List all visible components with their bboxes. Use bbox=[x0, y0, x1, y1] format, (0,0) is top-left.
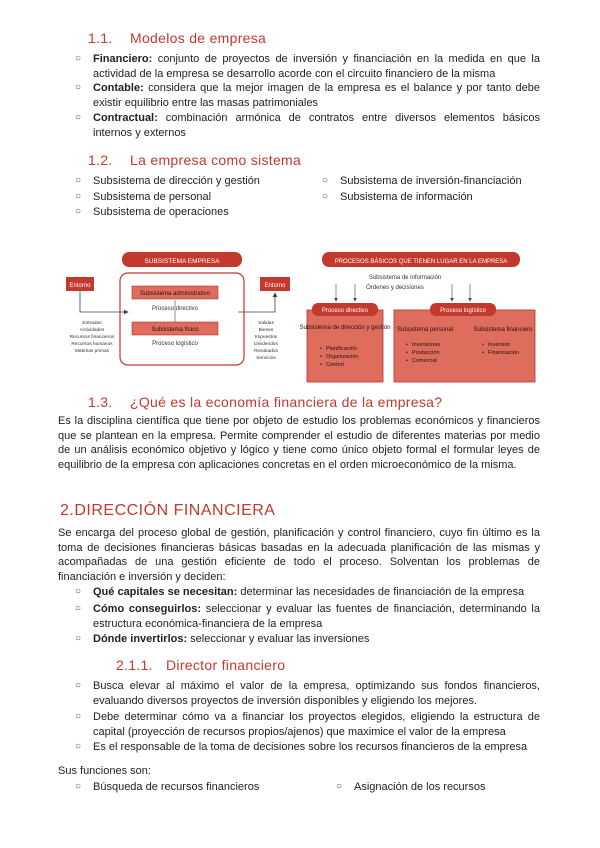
item-text: seleccionar y evaluar las inversiones bbox=[187, 633, 370, 645]
bullet-icon: ○ bbox=[75, 633, 82, 644]
heading-title: La empresa como sistema bbox=[130, 152, 302, 168]
item-text: Subsistema de inversión-financiación bbox=[340, 175, 522, 187]
bullet-icon: ○ bbox=[322, 191, 329, 202]
list-item bbox=[75, 205, 323, 220]
dir-box-title-text: Subsistema de dirección y gestión bbox=[299, 325, 391, 331]
list-item-contractual bbox=[75, 111, 540, 140]
list-item-que-capitales bbox=[75, 585, 540, 600]
proc-directivo-label: Proceso directivo bbox=[321, 308, 369, 314]
funciones-label: Sus funciones son: bbox=[58, 765, 151, 777]
bullet-icon: • bbox=[320, 346, 322, 352]
heading-1-2 bbox=[88, 152, 301, 168]
bullet-icon: ○ bbox=[75, 781, 82, 792]
salidas-item: Bienes bbox=[258, 328, 274, 333]
item-text: Subsistema de información bbox=[340, 191, 473, 203]
term: Qué capitales se necesitan: bbox=[93, 586, 238, 598]
item-text: conjunto de proyectos de inversión y financiación en la medida en que la actividad de la empresa se desarrollo acorde con el circuito financiero de la misma bbox=[93, 53, 540, 80]
sub-admin-label: Subsistema administrativo bbox=[139, 291, 211, 297]
entorno-left-label: Entorno bbox=[69, 283, 91, 289]
entradas-item: Recursos financieros bbox=[69, 335, 115, 340]
list-item-donde-invertirlos bbox=[75, 632, 540, 647]
fin-title: Subsistema financiero bbox=[473, 327, 533, 333]
bullet-icon: ○ bbox=[75, 53, 82, 64]
heading-2 bbox=[60, 502, 275, 520]
item-text: Subsistema de operaciones bbox=[93, 206, 229, 218]
bullet-icon: ○ bbox=[75, 175, 82, 186]
bullet-icon: ○ bbox=[75, 741, 82, 752]
entorno-right-label: Entorno bbox=[264, 283, 286, 289]
fin-item: Financiación bbox=[488, 350, 519, 356]
heading-title: Modelos de empresa bbox=[130, 30, 267, 46]
salidas-item: Dividendos bbox=[254, 342, 278, 347]
bullet-icon: • bbox=[320, 362, 322, 368]
bullet-icon: ○ bbox=[75, 112, 82, 123]
list-item bbox=[75, 679, 540, 708]
item-text: considera que la mejor imagen de la empresa es el balance y por tanto debe existir equilibrio entre las masas patrimoniales bbox=[93, 82, 540, 109]
proceso-directivo-label: Proceso directivo bbox=[151, 306, 199, 312]
personal-item: Producción bbox=[412, 350, 440, 356]
item-text: determinar las necesidades de financiación de la empresa bbox=[237, 586, 525, 598]
salidas-item: Salidas bbox=[258, 321, 274, 326]
bullet-icon: ○ bbox=[75, 711, 82, 722]
term: Financiero: bbox=[93, 53, 153, 65]
dir-item: Organización bbox=[326, 354, 359, 360]
list-item bbox=[322, 190, 560, 205]
salidas-item: Servicios bbox=[256, 356, 276, 361]
item-text: combinación armónica de contratos entre diversos elementos básicos internos y externos bbox=[93, 112, 540, 139]
heading-title: Director financiero bbox=[166, 657, 286, 673]
list-item bbox=[75, 710, 540, 739]
heading-1-1 bbox=[88, 30, 266, 46]
bullet-icon: ○ bbox=[75, 586, 82, 597]
list-item bbox=[75, 190, 323, 205]
proceso-logistico-label: Proceso logístico bbox=[152, 341, 198, 347]
arrow bbox=[80, 291, 128, 312]
bullet-icon: ○ bbox=[322, 175, 329, 186]
personal-item: Inversiones bbox=[412, 342, 441, 348]
term: Contable: bbox=[93, 82, 144, 94]
bullet-icon: ○ bbox=[336, 781, 343, 792]
paragraph-direccion-financiera: Se encarga del proceso global de gestión, planificación y control financiero, cuyo fin último es la toma de decisiones financieras básicas basadas en la adecuada planificación de las mismas y acompañadas de una gestión eficiente de todo el proceso. Solventan los problemas de financiación e inversión y deciden: bbox=[58, 527, 540, 583]
item-text: Asignación de los recursos bbox=[354, 781, 486, 793]
ordenes-label: Órdenes y decisiones bbox=[366, 285, 424, 291]
bullet-icon: ○ bbox=[75, 191, 82, 202]
heading-1-3 bbox=[88, 394, 442, 410]
bullet-icon: • bbox=[406, 350, 408, 356]
personal-items bbox=[406, 342, 440, 364]
heading-title: DIRECCIÓN FINANCIERA bbox=[74, 502, 276, 519]
heading-number: 1.3. bbox=[88, 394, 113, 410]
bullet-icon: ○ bbox=[75, 603, 82, 614]
item-text: Busca elevar al máximo el valor de la empresa, optimizando sus fondos financieros, evaluando diversos proyectos de inversión disponibles y eligiendo los mejores. bbox=[93, 680, 540, 707]
list-item-como-conseguirlos bbox=[75, 602, 540, 631]
heading-2-1-1 bbox=[116, 657, 285, 673]
fin-item: Inversión bbox=[488, 342, 511, 348]
bullet-icon: ○ bbox=[75, 82, 82, 93]
heading-number: 2. bbox=[60, 502, 75, 519]
list-item bbox=[75, 740, 540, 755]
bullet-icon: • bbox=[406, 342, 408, 348]
salidas-item: Resultados bbox=[254, 349, 278, 354]
item-text: Subsistema de personal bbox=[93, 191, 212, 203]
term: Contractual: bbox=[93, 112, 158, 124]
bullet-icon: • bbox=[320, 354, 322, 360]
personal-item: Comercial bbox=[412, 358, 437, 364]
bullet-icon: ○ bbox=[75, 206, 82, 217]
dir-item: Planificación bbox=[326, 346, 357, 352]
term: Cómo conseguirlos: bbox=[93, 603, 201, 615]
dir-box-title bbox=[299, 325, 390, 331]
sub-fisico-label: Subsistema físico bbox=[151, 327, 199, 333]
item-text: Búsqueda de recursos financieros bbox=[93, 781, 260, 793]
dir-item: Control bbox=[326, 362, 344, 368]
list-item-contable bbox=[75, 81, 540, 110]
entradas-item: Materias primas bbox=[74, 349, 110, 354]
bullet-icon: ○ bbox=[75, 680, 82, 691]
item-text: seleccionar y evaluar las fuentes de financiación, determinando la estructura económica-financiera de la empresa bbox=[93, 603, 540, 630]
list-item bbox=[336, 780, 554, 795]
bullet-icon: • bbox=[406, 358, 408, 364]
list-item bbox=[322, 174, 560, 189]
item-text: Debe determinar cómo va a financiar los proyectos elegidos, eligiendo la estructura de capital (proyección de recursos propios/ajenos) que maximice el valor de la empresa bbox=[93, 711, 540, 738]
heading-title: ¿Qué es la economía financiera de la empresa? bbox=[130, 394, 443, 410]
heading-number: 1.1. bbox=[88, 30, 113, 46]
diagram-procesos-basicos bbox=[299, 252, 535, 382]
sub-info-label: Subsistema de información bbox=[368, 275, 442, 281]
bullet-icon: • bbox=[482, 342, 484, 348]
entradas-item: Recursos humanos bbox=[71, 342, 113, 347]
item-text: Subsistema de dirección y gestión bbox=[93, 175, 260, 187]
personal-title: Subsistema personal bbox=[396, 327, 454, 333]
entradas-item: Actividades bbox=[79, 328, 105, 333]
diagram-header-label: SUBSISTEMA EMPRESA bbox=[144, 258, 220, 265]
diagram-header-label: PROCESOS BÁSICOS QUE TIENEN LUGAR EN LA EMPRESA bbox=[334, 259, 508, 265]
entradas-item: Entradas bbox=[82, 321, 102, 326]
term: Dónde invertirlos: bbox=[93, 633, 188, 645]
salidas-item: Impuestos bbox=[254, 335, 278, 340]
heading-number: 1.2. bbox=[88, 152, 113, 168]
paragraph-economia-financiera: Es la disciplina científica que tiene por objeto de estudio los problemas económicos y financieros que se plantean en la empresa. Permite comprender el estudio de diferentes materias por medio de un análisis económico objetivo y lógico y tiene como único objeto formal el formular leyes de equilibrio de la empresa con aplicaciones concretas en el orden microeconómico de la misma. bbox=[58, 415, 540, 471]
entradas-list bbox=[70, 320, 115, 354]
list-item bbox=[75, 780, 323, 795]
heading-number: 2.1.1. bbox=[116, 657, 153, 673]
salidas-list bbox=[254, 320, 279, 361]
proc-logistico-label: Proceso logístico bbox=[440, 308, 486, 314]
system-diagrams bbox=[0, 240, 600, 390]
item-text: Es el responsable de la toma de decisiones sobre los recursos financieros de la empresa bbox=[93, 741, 528, 753]
list-item-financiero bbox=[75, 52, 540, 81]
diagram-subsistema-empresa bbox=[66, 252, 290, 365]
list-item bbox=[75, 174, 323, 189]
bullet-icon: • bbox=[482, 350, 484, 356]
